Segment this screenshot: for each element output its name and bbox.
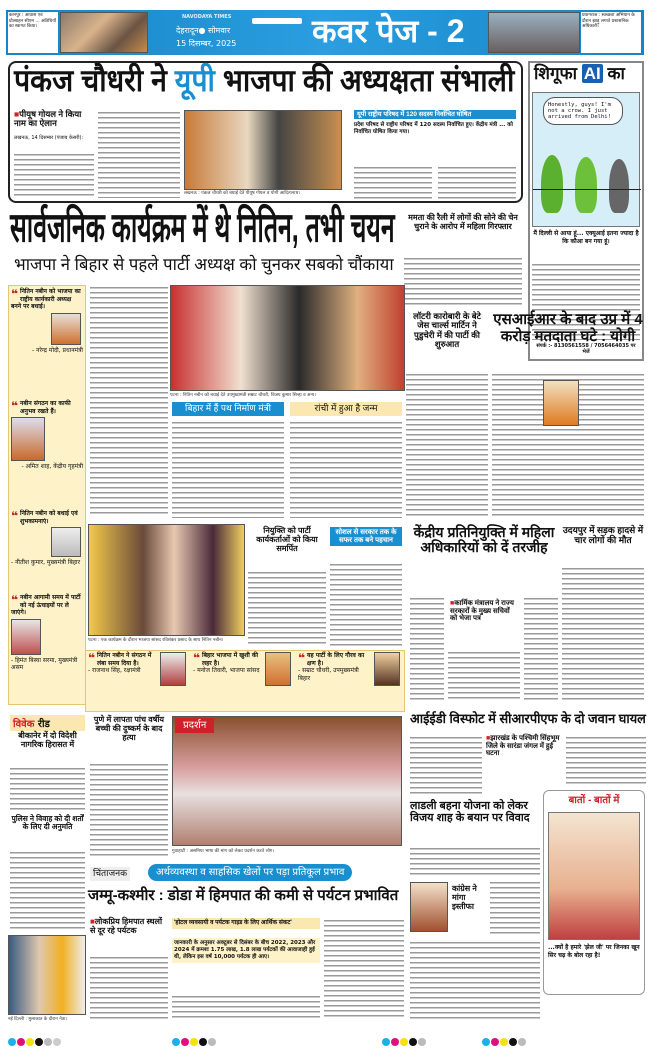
nitin-photo bbox=[170, 285, 405, 391]
council-box-text: प्रदेश परिषद से राष्ट्रीय परिषद में 120 सदस्य निर्वाचित हुए। केंद्रीय मंत्री ... को निर्वाचित घोषित किया गया। bbox=[354, 122, 513, 136]
bikaner-body bbox=[10, 766, 85, 812]
jk-body-2 bbox=[172, 994, 320, 1020]
pune-headline: पुणे में लापता पांच वर्षीय बच्ची की दुष्कर्म के बाद हत्या bbox=[93, 715, 165, 742]
lead-body-col4 bbox=[438, 165, 516, 199]
speech-bubble: Honestly, guys! I'm not a crow. I just arrived from Delhi! bbox=[543, 97, 623, 125]
quote-body bbox=[88, 652, 158, 686]
jk-body bbox=[90, 955, 168, 1020]
cartoon2-illustration bbox=[548, 812, 640, 940]
quote-author: - हिमंत बिस्वा सरमा, मुख्यमंत्री असम bbox=[11, 656, 78, 671]
central-body bbox=[410, 596, 444, 702]
lottery-headline: लॉटरी कारोबारी के बेटे जेस चार्ल्स मार्टिन ने पुडुचेरी में की पार्टी की शुरुआत bbox=[413, 311, 481, 350]
pune-body bbox=[90, 762, 168, 858]
wire bbox=[533, 189, 641, 190]
central-subhead: ■कार्मिक मंत्रालय ने राज्य सरकारों के मुख्य सचिवों को भेजा पत्र bbox=[448, 598, 520, 625]
bihar-box-title: बिहार में हैं पथ निर्माण मंत्री bbox=[172, 402, 284, 416]
cartoon-contact: संपर्क :- 8130561558 / 7056464035 पर भेजें bbox=[536, 343, 636, 355]
vivek-read-label-text: रीड bbox=[34, 719, 50, 730]
quote-item bbox=[11, 288, 83, 354]
ravishankar-photo bbox=[88, 524, 245, 636]
quote-item bbox=[193, 652, 293, 686]
jk-subhead: ■लोकप्रिय हिमपात स्थलों से दूर रहे पर्यटक bbox=[90, 917, 163, 935]
ied-headline: आईईडी विस्फोट में सीआरपीएफ के दो जवान घायल bbox=[410, 711, 646, 726]
quote-author: - मनोज तिवारी, भाजपा सांसद bbox=[193, 667, 260, 674]
yogi-photo bbox=[543, 380, 579, 426]
quote-author: - नीतीश कुमार, मुख्यमंत्री बिहार bbox=[11, 559, 81, 566]
quote-portrait bbox=[51, 527, 81, 557]
ranchi-box-title: रांची में हुआ है जन्म bbox=[290, 402, 402, 416]
quote-author: - सम्राट चौधरी, उपमुख्यमंत्री बिहार bbox=[298, 667, 359, 682]
parrot-icon bbox=[541, 155, 563, 213]
quote-portrait bbox=[374, 652, 400, 686]
registration-marks bbox=[8, 1031, 648, 1050]
central-headline: केंद्रीय प्रतिनियुक्ति में महिला अधिकारियों को दें तरजीह bbox=[413, 524, 555, 556]
ied-subhead: ■झारखंड के पश्चिमी सिंहभूम जिले के सारंडा जंगल में हुई घटना bbox=[486, 735, 560, 758]
quote-item bbox=[11, 400, 83, 471]
place-day: देहरादून● सोमवार bbox=[176, 26, 231, 35]
cartoon-caption: मैं दिल्ली से आया हूं... एक्यूआई इतना ज्यादा है कि कौआ बन गया हूं। bbox=[533, 230, 639, 245]
lead-photo bbox=[184, 110, 342, 190]
cartoon2-caption: ...क्यों है हमारे 'झेल जी' पर जिनका खून सिर चढ़ के बोल रहा है! bbox=[548, 944, 640, 959]
ied-body-2 bbox=[566, 735, 646, 787]
jk-headline: जम्मू-कश्मीर : डोडा में हिमपात की कमी से पर्यटन प्रभावित bbox=[88, 887, 399, 904]
mamata-headline: ममता की रैली में लोगों की सोने की चेन चुराने के आरोप में महिला गिरफ्तार bbox=[408, 213, 518, 231]
goyal-subhead-text: पीयूष गोयल ने किया नाम का ऐलान bbox=[14, 109, 82, 129]
parrot-icon bbox=[575, 157, 597, 213]
quote-portrait bbox=[51, 313, 81, 345]
tag-headline: अर्थव्यवस्था व साहसिक खेलों पर पड़ा प्रतिकूल प्रभाव bbox=[148, 864, 352, 881]
cartoon-title-text: शिगूफा bbox=[534, 64, 582, 83]
protest-photo bbox=[172, 716, 402, 846]
quote-portrait bbox=[11, 619, 41, 655]
quote-item bbox=[88, 652, 188, 686]
cartoon2-title: बातों - बातों में bbox=[568, 795, 620, 806]
quote-portrait bbox=[265, 652, 291, 686]
issue-date: 15 दिसम्बर, 2025 bbox=[176, 39, 237, 48]
nitin-photo-caption: पटना : नितिन नबीन को बधाई देते उपमुख्यमंत्री सम्राट चौधरी, विजय कुमार सिन्हा व अन्य। bbox=[170, 392, 405, 398]
quote-item bbox=[11, 594, 83, 672]
quote-icon: ❝ bbox=[88, 651, 96, 665]
lead-body-col3 bbox=[354, 165, 432, 199]
quote-text: नबीन संगठन का काफी अनुभव रखते हैं। bbox=[20, 400, 71, 415]
meeting-caption: नई दिल्ली : मुलाकात के दौरान नेता। bbox=[8, 1016, 86, 1022]
header-left-caption: कानपुर : आवास एवं प्रोत्साहन सीएम ... अतिथियों का स्वागत किया। bbox=[8, 12, 58, 53]
social-body bbox=[330, 562, 402, 646]
lead-headline-highlight: यूपी bbox=[174, 63, 215, 98]
bikaner-headline: बीकानेर में दो विदेशी नागरिक हिरासत में bbox=[18, 731, 77, 749]
lead-headline-part: पंकज चौधरी ने bbox=[14, 63, 175, 98]
page-title: कवर पेज - 2 bbox=[312, 13, 465, 49]
ladli-body-3 bbox=[410, 940, 540, 1020]
vivek-read-label-text: विवेक bbox=[13, 719, 35, 730]
central-body-2 bbox=[524, 596, 558, 702]
lead-headline-part: भाजपा की अध्यक्षता संभाली bbox=[214, 63, 515, 98]
council-box-title: यूपी राष्ट्रीय परिषद में 120 सदस्य निर्वाचित घोषित bbox=[354, 110, 516, 119]
quote-portrait bbox=[11, 417, 45, 461]
jk-body-3 bbox=[324, 918, 404, 1020]
quote-icon: ❝ bbox=[11, 593, 19, 607]
header-left-photo bbox=[60, 12, 148, 53]
brand-name: NAVODAYA TIMES bbox=[182, 14, 232, 20]
quote-item bbox=[298, 652, 402, 686]
quote-icon: ❝ bbox=[11, 509, 19, 523]
lead-dateline: लखनऊ, 14 दिसम्बर (पंजाब केसरी): bbox=[14, 135, 84, 141]
quote-body bbox=[193, 652, 263, 686]
central-body-3 bbox=[448, 650, 520, 702]
quote-author: - अमित शाह, केंद्रीय गृहमंत्री bbox=[21, 463, 83, 470]
second-subhead: भाजपा ने बिहार से पहले पार्टी अध्यक्ष को चुनकर सबको चौंकाया bbox=[14, 255, 394, 274]
vivek-read-label bbox=[10, 715, 85, 731]
congress-leader-photo bbox=[410, 882, 448, 932]
central-subhead-text: कार्मिक मंत्रालय ने राज्य सरकारों के मुख्य सचिवों को भेजा पत्र bbox=[450, 600, 514, 623]
sir-headline: एसआईआर के बाद उप्र में 4 करोड़ मतदाता घटे : योगी bbox=[493, 311, 643, 345]
dedication-headline: नियुक्ति को पार्टी कार्यकर्ताओं को किया समर्पित bbox=[256, 526, 318, 553]
quote-text: नितिन नबीन को भाजपा का राष्ट्रीय कार्यकारी अध्यक्ष बनने पर बधाई। bbox=[11, 288, 81, 310]
jk-box-text: जानकारी के अनुसार अक्टूबर से दिसंबर के बीच 2022, 2023 और 2024 में क्रमशः 1.75 लाख, 1.8 लाख पर्यटकों की आवाजाही हुई थी, लेकिन इस वर्ष 10,000 पर्यटक ही आए। bbox=[172, 938, 320, 963]
udaipur-body bbox=[562, 566, 644, 702]
quote-text: यह पार्टी के लिए गौरव का क्षण है। bbox=[307, 652, 365, 667]
ied-subhead-text: झारखंड के पश्चिमी सिंहभूम जिले के सारंडा जंगल में हुई घटना bbox=[486, 735, 560, 758]
cartoon-title bbox=[534, 65, 625, 84]
mamata-body bbox=[404, 256, 522, 306]
quote-author: - नरेन्द्र मोदी, प्रधानमंत्री bbox=[32, 346, 83, 354]
quote-item bbox=[11, 510, 83, 567]
quote-body bbox=[298, 652, 372, 686]
quote-icon: ❝ bbox=[11, 399, 19, 413]
protest-label: प्रदर्शन bbox=[175, 718, 214, 733]
ladli-body-2 bbox=[490, 880, 540, 935]
worrying-tag: चिंताजनक bbox=[90, 867, 130, 881]
ladli-body bbox=[410, 846, 540, 878]
jk-subhead-text: लोकप्रिय हिमपात स्थलों से दूर रहे पर्यटक bbox=[90, 917, 163, 935]
meeting-photo bbox=[8, 935, 86, 1015]
udaipur-headline: उदयपुर में सड़क हादसे में चार लोगों की मौत bbox=[562, 525, 644, 545]
lead-body-col1 bbox=[14, 152, 94, 198]
quote-text: बिहार भाजपा में खुशी की लहर है। bbox=[202, 652, 259, 667]
quote-portrait bbox=[160, 652, 186, 686]
bihar-box-body bbox=[172, 420, 284, 518]
police-headline: पुलिस ने विवाह को दी शर्तों के लिए दी अनुमति bbox=[11, 814, 84, 832]
ladli-headline: लाडली बहना योजना को लेकर विजय शाह के बयान पर विवाद bbox=[410, 800, 530, 825]
social-box-title: सोशल से सरकार तक के सफर तक बने पहचान bbox=[330, 527, 402, 546]
quote-text: नितिन नबीन ने संगठन में लंबा समय दिया है। bbox=[97, 652, 152, 667]
dedication-body bbox=[248, 570, 326, 646]
ravishankar-caption: पटना : एक कार्यक्रम के दौरान भाजपा सांसद रविशंकर प्रसाद के साथ नितिन नबीन। bbox=[88, 637, 245, 643]
protest-caption: गुवाहाटी : असमिया भाषा की मांग को लेकर प्रदर्शन करते लोग। bbox=[172, 848, 402, 854]
quote-icon: ❝ bbox=[11, 287, 19, 301]
ranchi-box-body bbox=[290, 420, 402, 518]
congress-headline: कांग्रेस ने मांगा इस्तीफा bbox=[452, 884, 477, 911]
jk-box-title: 'होटल व्यवसायी व पर्यटक गाइड के लिए आर्थिक संकट' bbox=[172, 918, 320, 929]
quote-text: नबीन आगामी समय में पार्टी को नई ऊंचाइयों पर ले जाएंगे। bbox=[11, 594, 81, 616]
quote-icon: ❝ bbox=[193, 651, 201, 665]
quote-icon: ❝ bbox=[298, 651, 306, 665]
goyal-subhead: ■पीयूष गोयल ने किया नाम का ऐलान bbox=[14, 109, 82, 129]
lottery-body bbox=[406, 372, 488, 517]
header-deco bbox=[252, 18, 302, 24]
header-right-photo bbox=[488, 12, 580, 53]
police-body bbox=[10, 850, 85, 932]
cartoon-illustration bbox=[532, 92, 640, 227]
header-right-caption: प्रयागराज : स्वच्छता अभियान के दौरान झाड़ू लगाते प्रशासनिक अधिकारी। bbox=[581, 12, 641, 53]
lead-photo-caption: लखनऊ : पंकज चौधरी को बधाई देते पीयूष गोयल व योगी आदित्यनाथ। bbox=[184, 190, 342, 196]
cartoon-title-text: का bbox=[602, 64, 625, 83]
second-body bbox=[90, 285, 168, 515]
ai-badge: AI bbox=[583, 64, 601, 83]
quote-text: नितिन नबीन को बधाई एवं शुभकामनाएं। bbox=[20, 510, 78, 525]
lead-body-col2 bbox=[98, 110, 180, 198]
quote-author: - राजनाथ सिंह, रक्षामंत्री bbox=[88, 667, 141, 674]
crow-icon bbox=[609, 159, 629, 213]
second-headline: सार्वजनिक कार्यक्रम में थे नितिन, तभी चयन bbox=[10, 203, 395, 250]
lead-headline bbox=[14, 64, 514, 98]
ied-body bbox=[410, 735, 482, 795]
